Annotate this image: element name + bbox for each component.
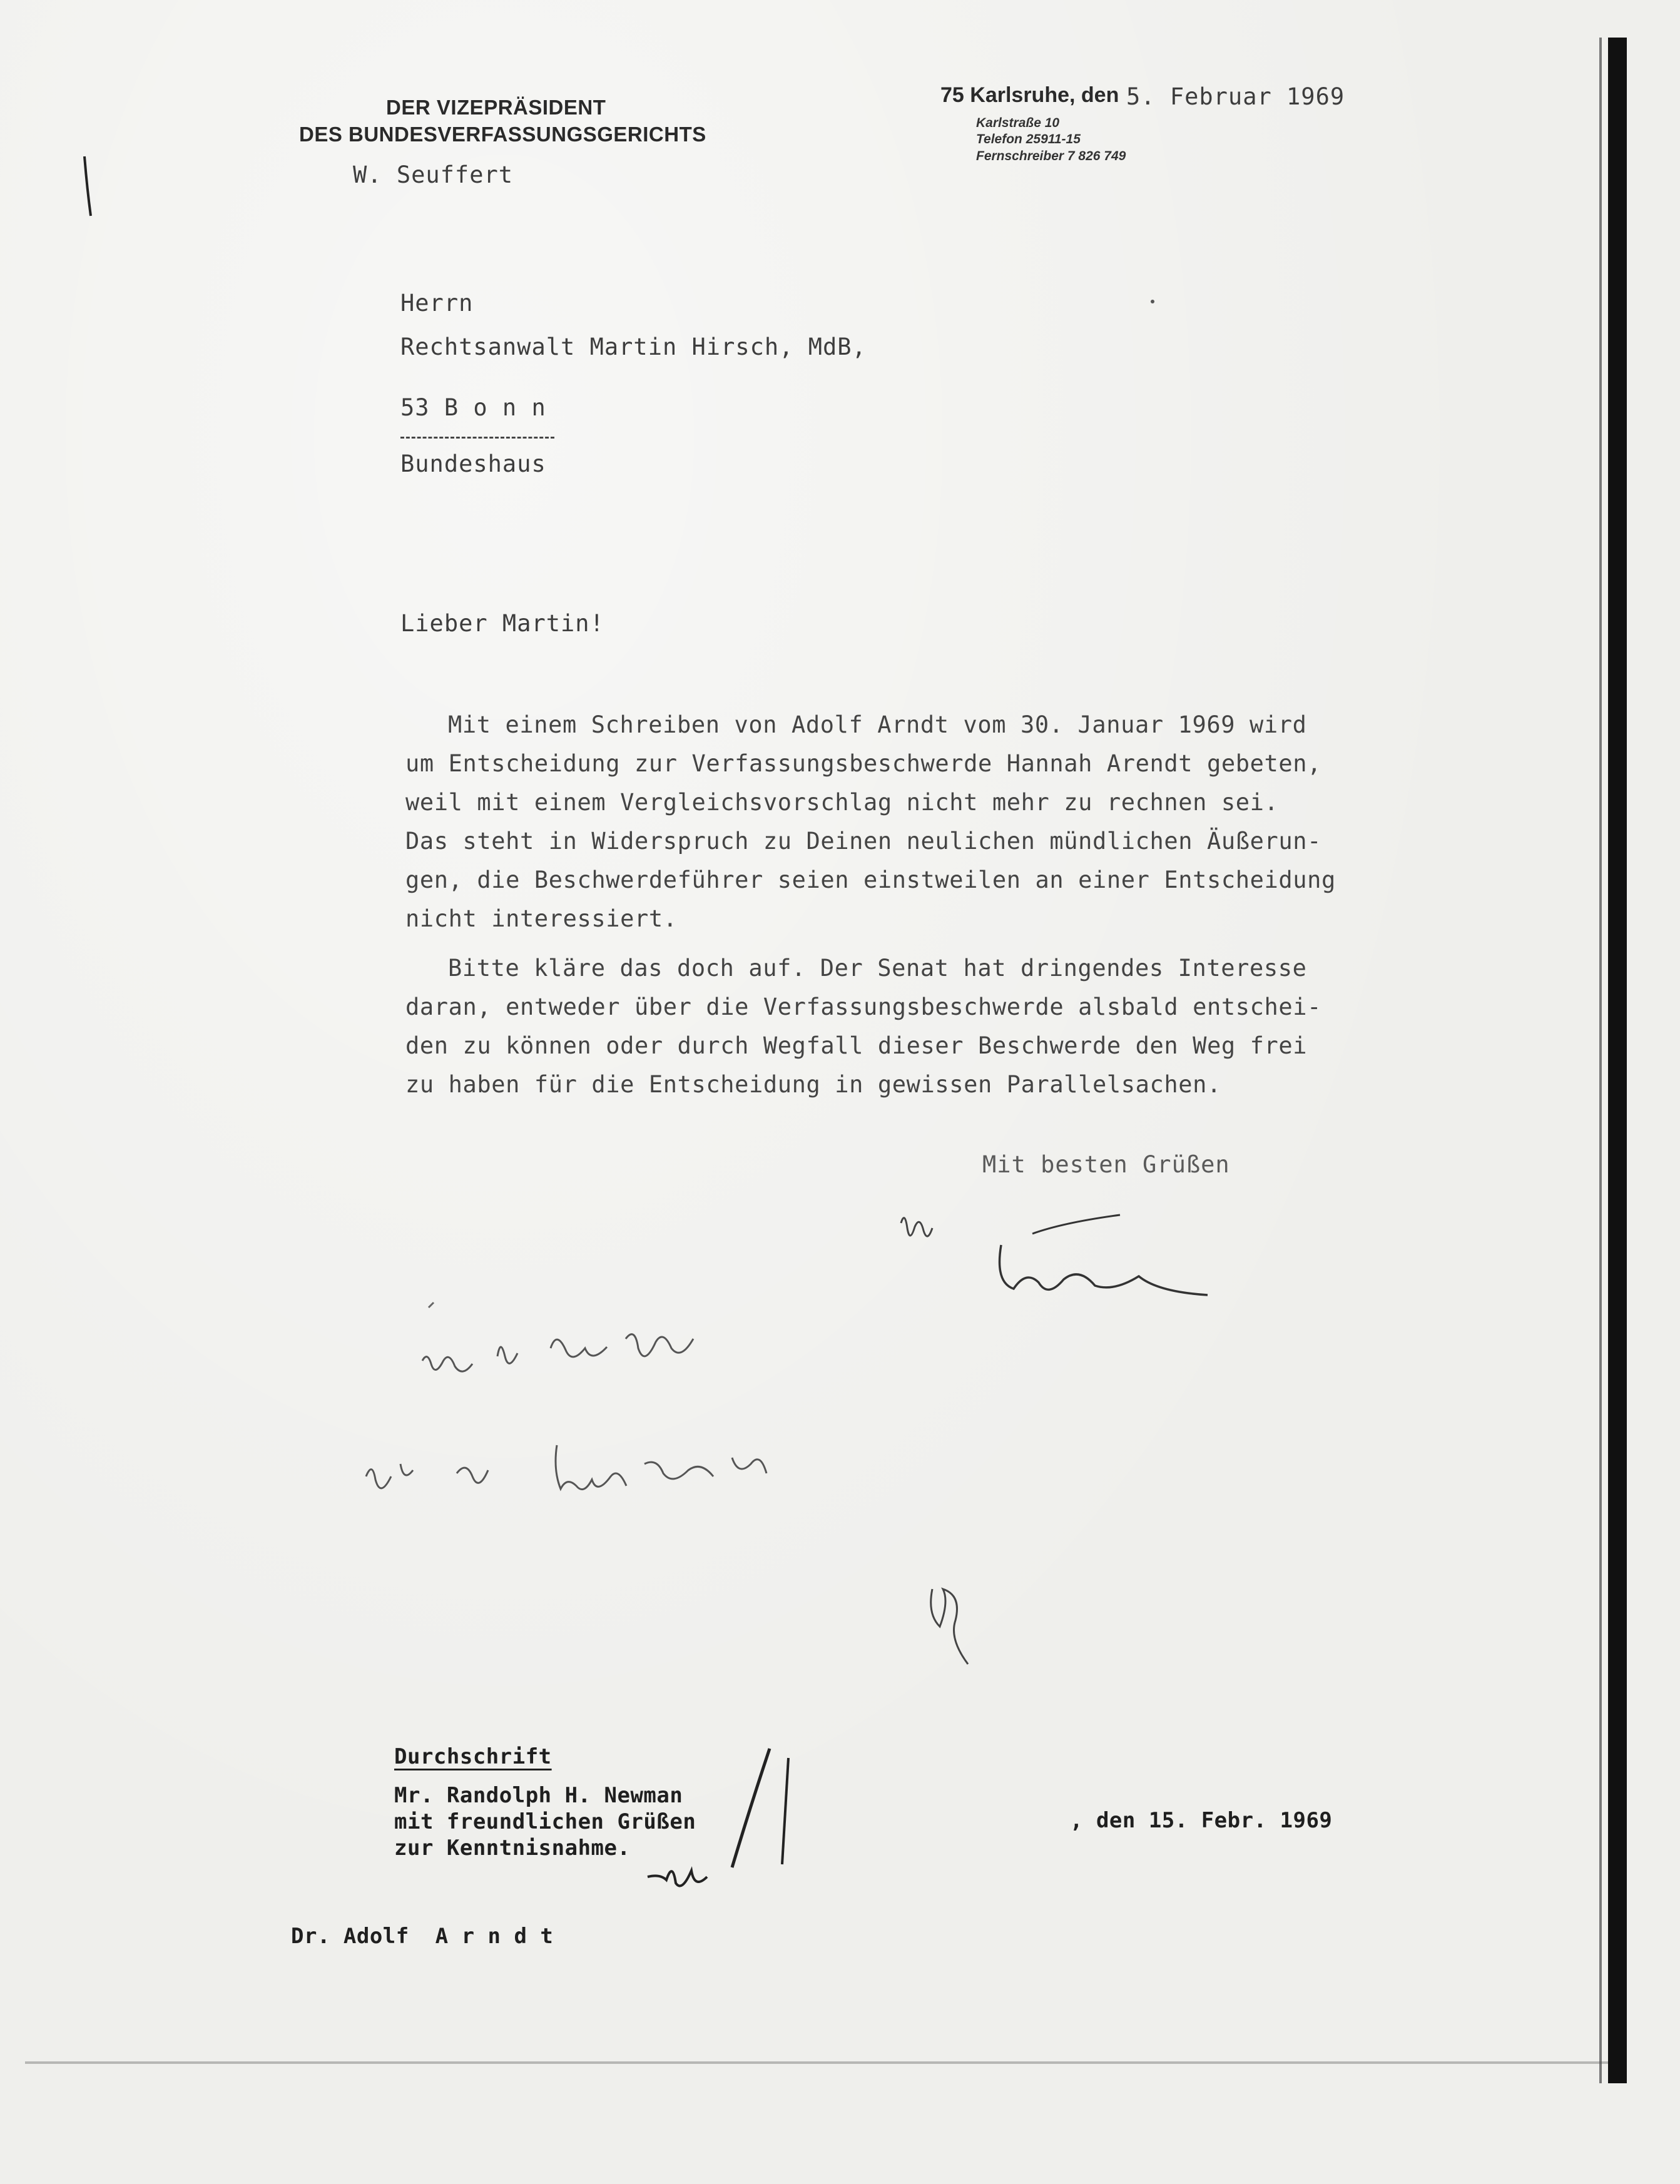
address-phone: Telefon 25911-15 [976,132,1081,146]
body-line: um Entscheidung zur Verfassungsbeschwerde Hannah Arendt gebeten, [405,750,1322,777]
copy-line2: mit freundlichen Grüßen [394,1809,696,1834]
body-line: weil mit einem Vergleichsvorschlag nicht mehr zu rechnen sei. [405,789,1279,816]
copy-line1: Mr. Randolph H. Newman [394,1783,683,1808]
city-underline [400,437,554,439]
body-line: zu haben für die Entscheidung in gewissen Parallelsachen. [405,1071,1221,1098]
right-border [1608,38,1627,2083]
initials-mark [644,1745,807,1908]
letterhead-line2: DES BUNDESVERFASSUNGSGERICHTS [299,123,706,146]
margin-dot [1145,294,1164,319]
handwritten-note [350,1282,1039,1695]
body-line: Bitte kläre das doch auf. Der Senat hat dringendes Interesse [448,955,1307,982]
recipient-city: 53 B o n n [400,394,546,421]
letterhead-name: W. Seuffert [353,161,514,188]
body-line: den zu können oder durch Wegfall dieser Beschwerde den Weg frei [405,1032,1308,1059]
body-line: gen, die Beschwerdeführer seien einstweilen an einer Entscheidung [405,866,1336,893]
margin-mark [78,153,97,222]
greeting: Lieber Martin! [400,610,604,637]
copy-heading: Durchschrift [394,1744,552,1769]
body-line: nicht interessiert. [405,905,678,932]
body-line: daran, entweder über die Verfassungsbeschwerde alsbald entschei- [405,993,1322,1020]
address-street: Karlstraße 10 [976,116,1060,130]
recipient-salutation: Herrn [400,290,474,317]
body-line: Mit einem Schreiben von Adolf Arndt vom 30. Januar 1969 wird [448,711,1307,738]
letterhead-line1: DER VIZEPRÄSIDENT [386,96,606,119]
closing: Mit besten Grüßen [982,1151,1230,1178]
sender-name: Dr. Adolf A r n d t [291,1924,554,1949]
place-label: 75 Karlsruhe, den [940,83,1119,107]
copy-date: , den 15. Febr. 1969 [1070,1808,1333,1833]
address-telex: Fernschreiber 7 826 749 [976,149,1126,163]
copy-line3: zur Kenntnisnahme. [394,1836,631,1861]
letter-date: 5. Februar 1969 [1126,83,1345,110]
right-border-shadow [1599,38,1602,2083]
body-line: Das steht in Widerspruch zu Deinen neulichen mündlichen Äußerun- [405,828,1322,855]
recipient-building: Bundeshaus [400,450,546,477]
recipient-name: Rechtsanwalt Martin Hirsch, MdB, [400,333,867,360]
bottom-edge [25,2061,1608,2064]
